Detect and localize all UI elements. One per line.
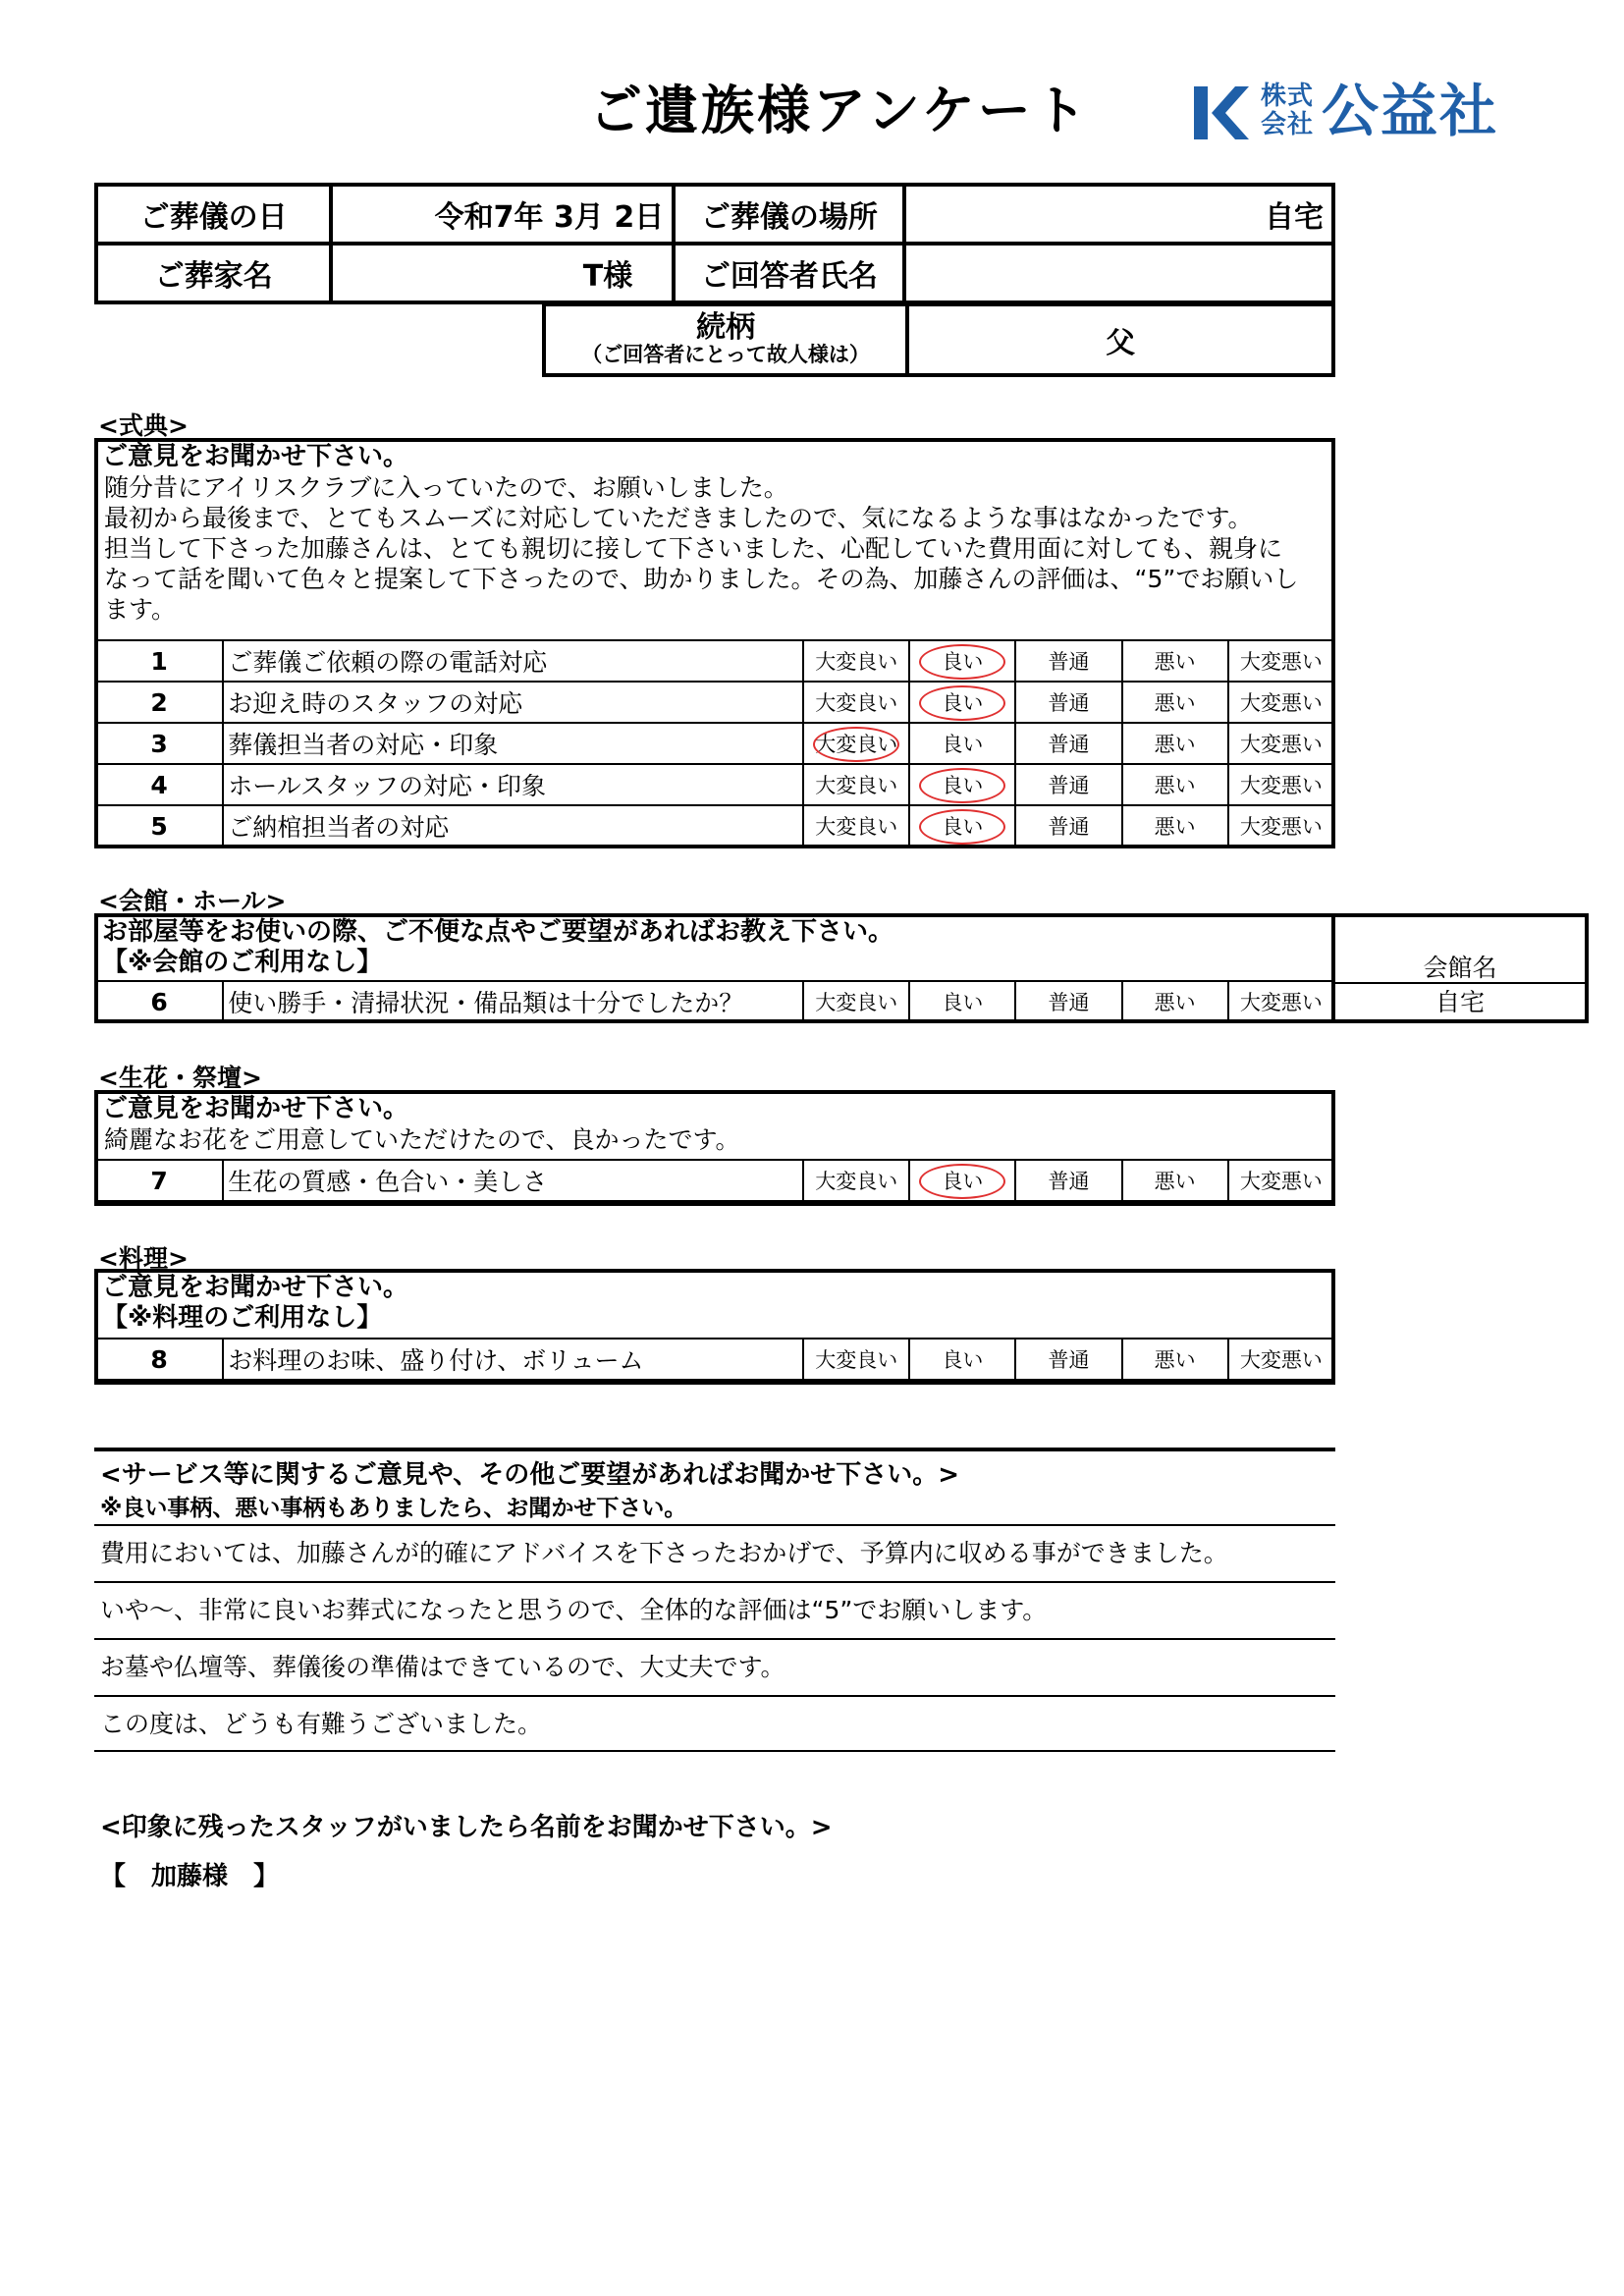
rating-option[interactable]: 大変悪い — [1228, 805, 1334, 847]
question-number: 4 — [95, 764, 223, 805]
comment-line-4: この度は、どうも有難うございました。 — [94, 1695, 1335, 1752]
rating-option[interactable]: 大変良い — [803, 640, 909, 682]
ceremony-answer-2: 最初から最後まで、とてもスムーズに対応していただきましたので、気になるような事はなかったです。 — [104, 504, 1253, 532]
rating-option[interactable]: 大変悪い — [1228, 981, 1334, 1022]
relation-sub-label: （ご回答者にとって故人様は） — [581, 343, 870, 366]
food-heading: <料理> — [98, 1244, 189, 1273]
rating-option[interactable]: 大変良い — [803, 981, 909, 1022]
funeral-info-table — [94, 183, 1335, 304]
ceremony-answer-5: ます。 — [104, 595, 177, 624]
hall-note: 【※会館のご利用なし】 — [102, 948, 383, 977]
comment-line-3: お墓や仏壇等、葬儀後の準備はできているので、大丈夫です。 — [94, 1638, 1335, 1695]
rating-row — [95, 640, 1334, 682]
food-ratings — [94, 1338, 1335, 1381]
flowers-prompt: ご意見をお聞かせ下さい。 — [102, 1094, 409, 1123]
rating-option-selected[interactable]: 良い — [909, 640, 1015, 682]
rating-option[interactable]: 悪い — [1122, 981, 1228, 1022]
rating-option[interactable]: 大変良い — [803, 1160, 909, 1201]
family-value: T様 — [331, 244, 674, 302]
hall-prompt: お部屋等をお使いの際、ご不便な点やご要望があればお教え下さい。 — [102, 917, 894, 947]
question-number: 2 — [95, 682, 223, 723]
company-logo — [1188, 79, 1551, 147]
family-label: ご葬家名 — [96, 244, 331, 302]
rating-row — [95, 1339, 1334, 1380]
respondent-label: ご回答者氏名 — [674, 244, 904, 302]
rating-option[interactable]: 悪い — [1122, 1160, 1228, 1201]
rating-option[interactable]: 良い — [909, 1339, 1015, 1380]
rating-option[interactable]: 普通 — [1015, 981, 1121, 1022]
rating-option-selected[interactable]: 良い — [909, 805, 1015, 847]
question-number: 7 — [95, 1160, 223, 1201]
question-number: 5 — [95, 805, 223, 847]
ceremony-ratings-body — [95, 640, 1334, 847]
comments-section — [94, 1448, 1335, 1752]
relation-table — [542, 302, 1335, 377]
food-ratings-body — [95, 1339, 1334, 1380]
rating-option[interactable]: 大変悪い — [1228, 682, 1334, 723]
logo-corporate-type — [1261, 82, 1316, 139]
rating-option[interactable]: 大変良い — [803, 1339, 909, 1380]
rating-option[interactable]: 悪い — [1122, 1339, 1228, 1380]
rating-option[interactable]: 普通 — [1015, 805, 1121, 847]
respondent-value — [904, 244, 1333, 302]
date-value: 令和7年 3月 2日 — [331, 185, 674, 244]
rating-option[interactable]: 普通 — [1015, 640, 1121, 682]
relation-label-cell — [544, 304, 907, 375]
date-label: ご葬儀の日 — [96, 185, 331, 244]
question-number: 6 — [95, 981, 223, 1022]
food-note: 【※料理のご利用なし】 — [102, 1303, 383, 1333]
flowers-ratings-body — [95, 1160, 1334, 1201]
relation-value: 父 — [907, 304, 1333, 375]
hall-name-box — [1331, 913, 1589, 1023]
ceremony-heading: <式典> — [98, 411, 189, 440]
ceremony-answer-1: 随分昔にアイリスクラブに入っていたので、お願いしました。 — [104, 473, 788, 502]
place-label: ご葬儀の場所 — [674, 185, 904, 244]
hall-heading: <会館・ホール> — [98, 887, 287, 915]
hall-ratings — [94, 980, 1335, 1023]
rating-option[interactable]: 大変良い — [803, 805, 909, 847]
question-number: 3 — [95, 723, 223, 764]
comment-line-1: 費用においては、加藤さんが的確にアドバイスを下さったおかげで、予算内に収める事ができました。 — [94, 1524, 1335, 1581]
flowers-heading: <生花・祭壇> — [98, 1064, 262, 1092]
rating-row — [95, 723, 1334, 764]
question-text: 生花の質感・色合い・美しさ — [223, 1160, 803, 1201]
rating-option[interactable]: 悪い — [1122, 723, 1228, 764]
question-number: 8 — [95, 1339, 223, 1380]
logo-company-name: 公益社 — [1322, 78, 1499, 144]
rating-option[interactable]: 大変良い — [803, 764, 909, 805]
question-text: お迎え時のスタッフの対応 — [223, 682, 803, 723]
hall-name-label: 会館名 — [1423, 954, 1497, 982]
question-text: 使い勝手・清掃状況・備品類は十分でしたか？ — [223, 981, 803, 1022]
rating-row — [95, 981, 1334, 1022]
company-logo-icon — [1188, 82, 1249, 143]
ceremony-answer-4: なって話を聞いて色々と提案して下さったので、助かりました。その為、加藤さんの評価は、“5”でお願いし — [104, 565, 1299, 593]
rating-option[interactable]: 大変悪い — [1228, 1339, 1334, 1380]
rating-option[interactable]: 普通 — [1015, 682, 1121, 723]
rating-option[interactable]: 悪い — [1122, 640, 1228, 682]
question-text: ご納棺担当者の対応 — [223, 805, 803, 847]
question-text: ご葬儀ご依頼の際の電話対応 — [223, 640, 803, 682]
rating-option[interactable]: 普通 — [1015, 764, 1121, 805]
rating-option[interactable]: 普通 — [1015, 723, 1121, 764]
staff-name: 【 加藤様 】 — [100, 1862, 280, 1891]
logo-kabushiki: 株式 — [1261, 82, 1315, 111]
rating-option[interactable]: 普通 — [1015, 1339, 1121, 1380]
staff-heading: <印象に残ったスタッフがいましたら名前をお聞かせ下さい。> — [100, 1813, 833, 1842]
comments-subheading: ※良い事柄、悪い事柄もありましたら、お聞かせ下さい。 — [100, 1496, 687, 1521]
rating-option-selected[interactable]: 大変良い — [803, 723, 909, 764]
flowers-ratings — [94, 1159, 1335, 1202]
rating-row — [95, 1160, 1334, 1201]
ceremony-ratings — [94, 639, 1335, 847]
question-text: ホールスタッフの対応・印象 — [223, 764, 803, 805]
rating-row — [95, 805, 1334, 847]
hall-name-value: 自宅 — [1335, 982, 1585, 1021]
rating-option[interactable]: 大変良い — [803, 682, 909, 723]
question-number: 1 — [95, 640, 223, 682]
rating-option[interactable]: 大変悪い — [1228, 764, 1334, 805]
place-value: 自宅 — [904, 185, 1333, 244]
rating-option-selected[interactable]: 良い — [909, 764, 1015, 805]
flowers-answer-1: 綺麗なお花をご用意していただけたので、良かったです。 — [104, 1125, 740, 1154]
food-prompt: ご意見をお聞かせ下さい。 — [102, 1273, 409, 1302]
rating-row — [95, 764, 1334, 805]
rating-option-selected[interactable]: 良い — [909, 1160, 1015, 1201]
rating-option[interactable]: 大変悪い — [1228, 1160, 1334, 1201]
comment-line-2: いや～、非常に良いお葬式になったと思うので、全体的な評価は“5”でお願いします。 — [94, 1581, 1335, 1638]
page-title: ご遺族様アンケート — [589, 80, 1090, 141]
rating-option[interactable]: 悪い — [1122, 682, 1228, 723]
rating-option[interactable]: 悪い — [1122, 764, 1228, 805]
hall-ratings-body — [95, 981, 1334, 1022]
relation-label: 続柄 — [696, 310, 756, 345]
rating-option[interactable]: 良い — [909, 981, 1015, 1022]
rating-option[interactable]: 大変悪い — [1228, 640, 1334, 682]
rating-option[interactable]: 普通 — [1015, 1160, 1121, 1201]
question-text: お料理のお味、盛り付け、ボリューム — [223, 1339, 803, 1380]
rating-option[interactable]: 大変悪い — [1228, 723, 1334, 764]
question-text: 葬儀担当者の対応・印象 — [223, 723, 803, 764]
comments-heading: <サービス等に関するご意見や、その他ご要望があればお聞かせ下さい。> — [100, 1460, 960, 1490]
ceremony-prompt: ご意見をお聞かせ下さい。 — [102, 442, 409, 471]
rating-option[interactable]: 良い — [909, 723, 1015, 764]
rating-option-selected[interactable]: 良い — [909, 682, 1015, 723]
rating-row — [95, 682, 1334, 723]
ceremony-answer-3: 担当して下さった加藤さんは、とても親切に接して下さいました、心配していた費用面に対しても、親身に — [104, 534, 1283, 563]
logo-kaisha: 会社 — [1261, 110, 1315, 139]
rating-option[interactable]: 悪い — [1122, 805, 1228, 847]
